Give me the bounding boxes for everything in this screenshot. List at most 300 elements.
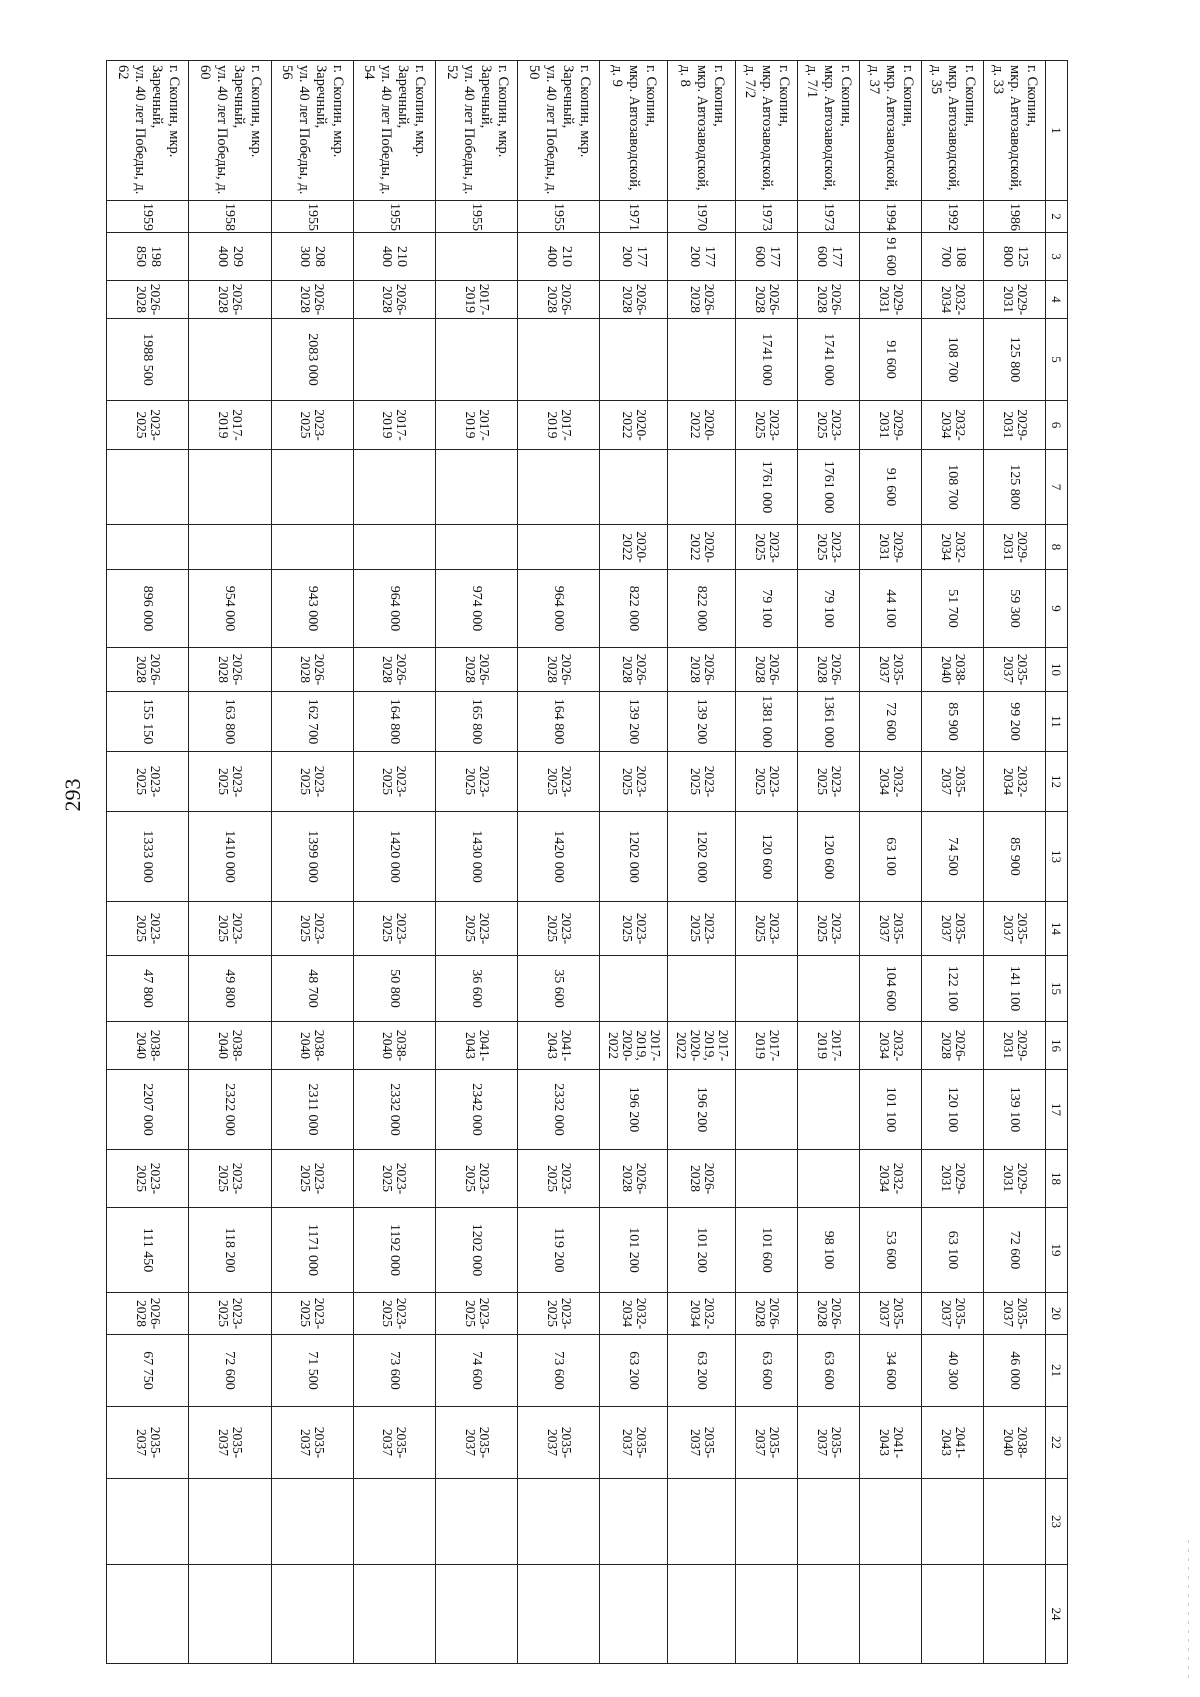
column-number: 20	[1046, 1293, 1068, 1335]
table-cell: 2023- 2025	[736, 752, 798, 812]
table-cell: 2026- 2028	[668, 648, 736, 692]
table-cell: 2029- 2031	[860, 525, 922, 570]
table-cell: 2035- 2037	[353, 1407, 435, 1479]
table-cell	[107, 1479, 189, 1565]
table-cell: 2041- 2043	[518, 1022, 600, 1070]
table-row	[271, 61, 353, 1664]
table-cell: 1333 000	[107, 812, 189, 902]
table-cell: 2041- 2043	[860, 1407, 922, 1479]
table-cell: 964 000	[518, 570, 600, 648]
table-cell: 2035- 2037	[860, 648, 922, 692]
column-number: 3	[1046, 233, 1068, 281]
table-cell: 2029- 2031	[860, 281, 922, 319]
column-number: 1	[1046, 61, 1068, 201]
table-cell: 2026- 2028	[353, 648, 435, 692]
table-cell: 2029- 2031	[984, 525, 1046, 570]
table-cell	[189, 1479, 271, 1565]
table-cell	[922, 1565, 984, 1664]
table-cell: 2023- 2025	[798, 401, 860, 450]
table-cell: 120 600	[736, 812, 798, 902]
table-cell: 2026- 2028	[435, 648, 517, 692]
table-cell	[353, 450, 435, 525]
table-cell: 72 600	[984, 1208, 1046, 1293]
table-cell: 2035- 2037	[860, 1293, 922, 1335]
column-number: 2	[1046, 201, 1068, 233]
table-cell: 2023- 2025	[600, 752, 668, 812]
column-number: 16	[1046, 1022, 1068, 1070]
table-cell: 2038- 2040	[107, 1022, 189, 1070]
table-row	[518, 61, 600, 1664]
column-number: 4	[1046, 281, 1068, 319]
table-cell: 2032- 2034	[600, 1293, 668, 1335]
table-cell: 1171 000	[271, 1208, 353, 1293]
table-cell	[736, 1479, 798, 1565]
table-cell: 1192 000	[353, 1208, 435, 1293]
table-cell: 2029- 2031	[984, 401, 1046, 450]
table-cell: 2026- 2028	[189, 281, 271, 319]
table-cell: 164 800	[353, 692, 435, 752]
table-cell	[435, 1479, 517, 1565]
address-cell: г. Скопин, мкр. Автозаводской, д. 7/1	[798, 61, 860, 201]
table-cell: 196 200	[668, 1070, 736, 1150]
table-cell: 79 100	[798, 570, 860, 648]
table-cell: 177 200	[600, 233, 668, 281]
table-cell: 2023- 2025	[518, 752, 600, 812]
table-cell	[435, 1565, 517, 1664]
table-cell	[798, 1150, 860, 1208]
table-cell: 2026- 2028	[107, 648, 189, 692]
address-cell: г. Скопин, мкр. Автозаводской, д. 35	[922, 61, 984, 201]
table-cell: 125 800	[984, 319, 1046, 401]
table-cell: 2017- 2019	[435, 281, 517, 319]
table-cell	[353, 525, 435, 570]
table-cell: 177 200	[668, 233, 736, 281]
table-cell: 73 600	[518, 1335, 600, 1407]
table-cell: 2026- 2028	[922, 1022, 984, 1070]
table-cell: 63 600	[798, 1335, 860, 1407]
table-cell: 209 400	[189, 233, 271, 281]
table-cell	[353, 319, 435, 401]
table-cell: 59 300	[984, 570, 1046, 648]
table-row	[435, 61, 517, 1664]
table-cell: 47 800	[107, 956, 189, 1022]
table-cell: 50 800	[353, 956, 435, 1022]
column-number: 18	[1046, 1150, 1068, 1208]
table-cell	[271, 1479, 353, 1565]
table-cell: 974 000	[435, 570, 517, 648]
table-cell: 91 600	[860, 450, 922, 525]
table-cell: 2032- 2034	[860, 752, 922, 812]
table-cell: 2023- 2025	[271, 902, 353, 956]
table-cell: 1399 000	[271, 812, 353, 902]
table-cell: 34 600	[860, 1335, 922, 1407]
table-cell: 2035- 2037	[984, 902, 1046, 956]
table-cell: 1420 000	[353, 812, 435, 902]
table-cell: 71 500	[271, 1335, 353, 1407]
table-cell: 51 700	[922, 570, 984, 648]
table-cell: 48 700	[271, 956, 353, 1022]
table-cell: 2023- 2025	[600, 902, 668, 956]
table-cell: 2017- 2019	[189, 401, 271, 450]
table-cell: 2029- 2031	[984, 1150, 1046, 1208]
table-cell: 74 600	[435, 1335, 517, 1407]
table-cell: 2023- 2025	[518, 1293, 600, 1335]
table-cell: 2332 000	[353, 1070, 435, 1150]
table-cell: 196 200	[600, 1070, 668, 1150]
table-cell: 1992	[922, 201, 984, 233]
table-cell: 1958	[189, 201, 271, 233]
table-cell: 1986	[984, 201, 1046, 233]
table-cell: 2023- 2025	[353, 1293, 435, 1335]
table-cell: 2023- 2025	[353, 1150, 435, 1208]
table-cell: 822 000	[668, 570, 736, 648]
table-cell: 2035- 2037	[922, 902, 984, 956]
table-cell: 2020- 2022	[668, 401, 736, 450]
table-cell: 1970	[668, 201, 736, 233]
table-cell: 36 600	[435, 956, 517, 1022]
table-cell: 2032- 2034	[922, 281, 984, 319]
table-cell	[107, 450, 189, 525]
table-cell: 2322 000	[189, 1070, 271, 1150]
table-cell: 2023- 2025	[189, 1150, 271, 1208]
table-cell	[668, 319, 736, 401]
table-cell: 2023- 2025	[107, 1150, 189, 1208]
address-cell: г. Скопин, мкр. Автозаводской, д. 8	[668, 61, 736, 201]
table-cell	[600, 956, 668, 1022]
table-cell: 2026- 2028	[600, 648, 668, 692]
table-cell: 120 600	[798, 812, 860, 902]
table-cell: 2017- 2019	[798, 1022, 860, 1070]
scan-edge-mark	[1188, 1540, 1189, 1680]
column-number: 23	[1046, 1479, 1068, 1565]
table-cell: 1741 000	[736, 319, 798, 401]
table-cell: 210 400	[353, 233, 435, 281]
address-cell: г. Скопин, мкр. Автозаводской, д. 7/2	[736, 61, 798, 201]
table-cell: 2023- 2025	[668, 752, 736, 812]
table-cell: 104 600	[860, 956, 922, 1022]
table-row	[798, 61, 860, 1664]
table-cell: 2023- 2025	[271, 1293, 353, 1335]
table-cell: 85 900	[922, 692, 984, 752]
header-row	[1046, 61, 1068, 1664]
table-cell: 91 600	[860, 233, 922, 281]
table-cell: 2026- 2028	[107, 281, 189, 319]
table-cell: 2026- 2028	[600, 281, 668, 319]
table-cell: 49 800	[189, 956, 271, 1022]
table-cell: 1955	[435, 201, 517, 233]
table-cell: 1955	[518, 201, 600, 233]
table-cell: 2023- 2025	[189, 1293, 271, 1335]
table-cell: 208 300	[271, 233, 353, 281]
table-cell	[271, 450, 353, 525]
table-cell: 2035- 2037	[435, 1407, 517, 1479]
table-cell: 2035- 2037	[107, 1407, 189, 1479]
table-cell: 2035- 2037	[984, 648, 1046, 692]
address-cell: г. Скопин, мкр. Автозаводской, д. 37	[860, 61, 922, 201]
table-cell: 2035- 2037	[798, 1407, 860, 1479]
table-cell: 2017- 2019, 2020- 2022	[600, 1022, 668, 1070]
table-cell: 2026- 2028	[518, 281, 600, 319]
table-cell: 2035- 2037	[736, 1407, 798, 1479]
table-cell	[668, 956, 736, 1022]
table-cell: 2023- 2025	[353, 752, 435, 812]
table-cell: 1410 000	[189, 812, 271, 902]
table-cell	[271, 525, 353, 570]
table-cell: 40 300	[922, 1335, 984, 1407]
table-cell: 2032- 2034	[922, 401, 984, 450]
table-cell: 91 600	[860, 319, 922, 401]
table-cell	[600, 319, 668, 401]
table-cell: 2035- 2037	[668, 1407, 736, 1479]
table-cell: 63 600	[736, 1335, 798, 1407]
table-cell: 108 700	[922, 450, 984, 525]
table-cell: 2041- 2043	[435, 1022, 517, 1070]
table-cell: 2035- 2037	[922, 1293, 984, 1335]
address-cell: г. Скопин, мкр. Заречный, ул. 40 лет Победы, д. 60	[189, 61, 271, 201]
table-cell	[736, 1565, 798, 1664]
table-cell: 101 600	[736, 1208, 798, 1293]
table-cell: 2029- 2031	[860, 401, 922, 450]
table-cell: 2017- 2019, 2020- 2022	[668, 1022, 736, 1070]
column-number: 8	[1046, 525, 1068, 570]
table-cell: 35 600	[518, 956, 600, 1022]
table-cell: 2026- 2028	[271, 281, 353, 319]
table-cell: 2026- 2028	[798, 648, 860, 692]
column-number: 19	[1046, 1208, 1068, 1293]
table-cell: 1741 000	[798, 319, 860, 401]
table-cell: 2026- 2028	[668, 281, 736, 319]
table-cell: 108 700	[922, 319, 984, 401]
column-number: 14	[1046, 902, 1068, 956]
table-row	[860, 61, 922, 1664]
table-cell: 139 100	[984, 1070, 1046, 1150]
table-cell: 2026- 2028	[668, 1150, 736, 1208]
table-cell	[353, 1565, 435, 1664]
table-cell	[798, 1479, 860, 1565]
column-number: 10	[1046, 648, 1068, 692]
table-cell	[600, 1479, 668, 1565]
table-cell: 210 400	[518, 233, 600, 281]
table-cell: 2023- 2025	[798, 525, 860, 570]
table-cell	[798, 1070, 860, 1150]
table-cell: 1973	[736, 201, 798, 233]
page-number: 293	[60, 778, 85, 812]
table-cell: 2032- 2034	[984, 752, 1046, 812]
table-cell	[107, 1565, 189, 1664]
table-cell: 2023- 2025	[271, 1150, 353, 1208]
table-cell: 1955	[353, 201, 435, 233]
table-cell: 2023- 2025	[435, 902, 517, 956]
table-cell	[435, 450, 517, 525]
column-number: 13	[1046, 812, 1068, 902]
table-cell	[107, 525, 189, 570]
table-cell: 2032- 2034	[860, 1022, 922, 1070]
table-cell: 2026- 2028	[736, 648, 798, 692]
table-cell: 2026- 2028	[189, 648, 271, 692]
table-cell: 2023- 2025	[353, 902, 435, 956]
table-cell: 1971	[600, 201, 668, 233]
table-cell: 2026- 2028	[353, 281, 435, 319]
table-row	[107, 61, 189, 1664]
table-cell	[736, 1150, 798, 1208]
table-cell: 964 000	[353, 570, 435, 648]
table-cell: 2023- 2025	[736, 401, 798, 450]
table-cell: 2038- 2040	[189, 1022, 271, 1070]
address-cell: г. Скопин, мкр. Заречный, ул. 40 лет Победы, д. 52	[435, 61, 517, 201]
table-cell	[736, 956, 798, 1022]
table-row	[736, 61, 798, 1664]
table-cell: 72 600	[860, 692, 922, 752]
table-row	[922, 61, 984, 1664]
table-cell: 2026- 2028	[736, 1293, 798, 1335]
table-cell: 2029- 2031	[984, 281, 1046, 319]
address-cell: г. Скопин, мкр. Автозаводской, д. 33	[984, 61, 1046, 201]
table-cell: 1988 500	[107, 319, 189, 401]
table-cell: 2017- 2019	[435, 401, 517, 450]
table-row	[984, 61, 1046, 1664]
table-cell: 2023- 2025	[736, 525, 798, 570]
table-cell: 119 200	[518, 1208, 600, 1293]
table-cell: 120 100	[922, 1070, 984, 1150]
table-cell: 2023- 2025	[189, 902, 271, 956]
table-cell: 2023- 2025	[435, 1293, 517, 1335]
table-cell: 122 100	[922, 956, 984, 1022]
table-cell: 85 900	[984, 812, 1046, 902]
table-cell	[860, 1565, 922, 1664]
address-cell: г. Скопин, мкр. Заречный, ул. 40 лет Победы, д. 50	[518, 61, 600, 201]
table-cell: 141 100	[984, 956, 1046, 1022]
table-cell: 2023- 2025	[736, 902, 798, 956]
table-cell: 2023- 2025	[271, 752, 353, 812]
table-cell: 2023- 2025	[518, 1150, 600, 1208]
table-cell: 1202 000	[435, 1208, 517, 1293]
table-cell	[518, 1565, 600, 1664]
table-cell: 2032- 2034	[668, 1293, 736, 1335]
column-number: 7	[1046, 450, 1068, 525]
table-cell: 2332 000	[518, 1070, 600, 1150]
table-cell: 2023- 2025	[798, 902, 860, 956]
table-row	[668, 61, 736, 1664]
table-cell: 2023- 2025	[668, 902, 736, 956]
table-cell: 111 450	[107, 1208, 189, 1293]
column-number: 9	[1046, 570, 1068, 648]
table-cell: 1381 000	[736, 692, 798, 752]
table-cell: 99 200	[984, 692, 1046, 752]
table-cell: 164 800	[518, 692, 600, 752]
table-cell: 44 100	[860, 570, 922, 648]
table-row	[353, 61, 435, 1664]
table-cell	[736, 1070, 798, 1150]
table-cell: 118 200	[189, 1208, 271, 1293]
table-cell: 822 000	[600, 570, 668, 648]
table-cell: 73 600	[353, 1335, 435, 1407]
table-cell	[353, 1479, 435, 1565]
table-cell	[189, 450, 271, 525]
address-cell: г. Скопин, мкр. Автозаводской, д. 9	[600, 61, 668, 201]
table-cell: 2023- 2025	[107, 902, 189, 956]
table-cell: 101 200	[600, 1208, 668, 1293]
table-cell	[189, 319, 271, 401]
table-cell: 2026- 2028	[736, 281, 798, 319]
table-cell: 1361 000	[798, 692, 860, 752]
table-cell: 2026- 2028	[107, 1293, 189, 1335]
column-number: 22	[1046, 1407, 1068, 1479]
table-cell: 2041- 2043	[922, 1407, 984, 1479]
table-cell: 155 150	[107, 692, 189, 752]
column-number: 21	[1046, 1335, 1068, 1407]
table-cell	[984, 1565, 1046, 1664]
table-cell	[518, 525, 600, 570]
table-cell: 2342 000	[435, 1070, 517, 1150]
table-cell: 198 850	[107, 233, 189, 281]
table-cell: 2032- 2034	[922, 525, 984, 570]
column-number: 15	[1046, 956, 1068, 1022]
column-number: 24	[1046, 1565, 1068, 1664]
table-cell: 2038- 2040	[353, 1022, 435, 1070]
table-cell	[435, 233, 517, 281]
table-cell: 2020- 2022	[600, 525, 668, 570]
table-cell: 2029- 2031	[922, 1150, 984, 1208]
table-cell: 165 800	[435, 692, 517, 752]
table-cell: 2023- 2025	[189, 752, 271, 812]
table-cell	[860, 1479, 922, 1565]
table-cell: 2023- 2025	[435, 1150, 517, 1208]
table-cell	[435, 525, 517, 570]
table-cell	[668, 1479, 736, 1565]
table-cell	[984, 1479, 1046, 1565]
table-cell: 2020- 2022	[600, 401, 668, 450]
table-cell: 2029- 2031	[984, 1022, 1046, 1070]
table-cell: 101 100	[860, 1070, 922, 1150]
table-cell: 2023- 2025	[107, 401, 189, 450]
table-cell: 2035- 2037	[600, 1407, 668, 1479]
table-cell: 1430 000	[435, 812, 517, 902]
table-cell: 2023- 2025	[518, 902, 600, 956]
table-cell: 139 200	[600, 692, 668, 752]
table-cell	[668, 450, 736, 525]
table-cell: 2017- 2019	[518, 401, 600, 450]
column-number: 17	[1046, 1070, 1068, 1150]
table-cell	[600, 450, 668, 525]
table-cell: 1761 000	[736, 450, 798, 525]
table-cell	[518, 1479, 600, 1565]
table-cell: 63 200	[600, 1335, 668, 1407]
table-cell: 2017- 2019	[736, 1022, 798, 1070]
table-cell: 63 200	[668, 1335, 736, 1407]
column-number: 11	[1046, 692, 1068, 752]
table-cell: 63 100	[922, 1208, 984, 1293]
table-cell	[600, 1565, 668, 1664]
table-cell: 67 750	[107, 1335, 189, 1407]
table-cell: 2026- 2028	[271, 648, 353, 692]
table-cell: 2311 000	[271, 1070, 353, 1150]
table-cell	[189, 525, 271, 570]
table-cell: 2207 000	[107, 1070, 189, 1150]
table-cell: 79 100	[736, 570, 798, 648]
table-cell: 1420 000	[518, 812, 600, 902]
table-cell: 2026- 2028	[600, 1150, 668, 1208]
table-cell	[518, 450, 600, 525]
table-cell: 163 800	[189, 692, 271, 752]
table-cell: 1202 000	[600, 812, 668, 902]
table-cell	[189, 1565, 271, 1664]
address-cell: г. Скопин, мкр. Заречный, ул. 40 лет Победы, д. 56	[271, 61, 353, 201]
table-cell: 2035- 2037	[984, 1293, 1046, 1335]
table-cell: 2035- 2037	[922, 752, 984, 812]
column-number: 6	[1046, 401, 1068, 450]
table-cell: 2020- 2022	[668, 525, 736, 570]
address-cell: г. Скопин, мкр. Заречный, ул. 40 лет Победы, д. 62	[107, 61, 189, 201]
